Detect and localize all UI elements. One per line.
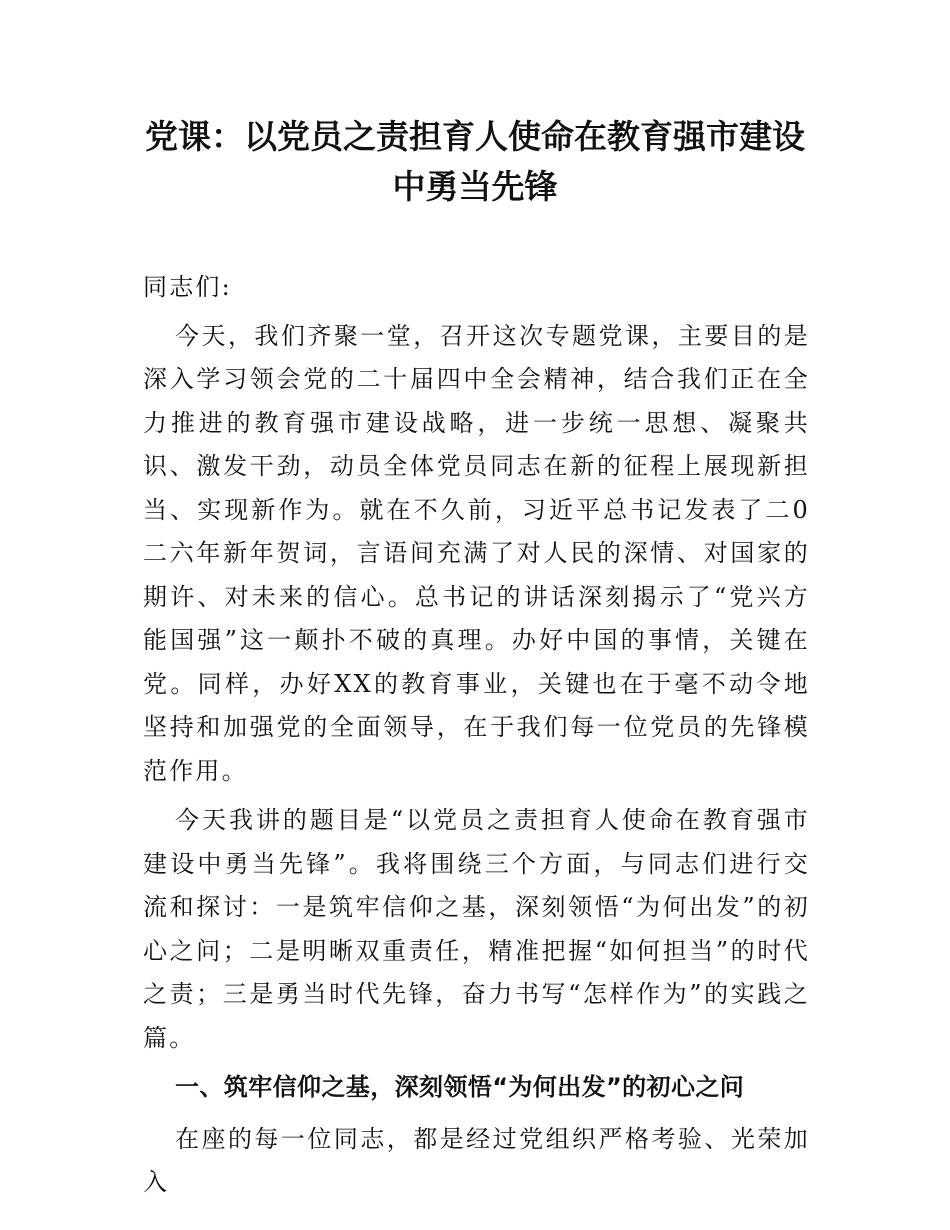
title-line-2: 中勇当先锋 <box>392 167 558 206</box>
paragraph-topic: 今天我讲的题目是“以党员之责担育人使命在教育强市建设中勇当先锋”。我将围绕三个方面，与同志们进行交流和探讨：一是筑牢信仰之基，深刻领悟“为何出发”的初心之问；二是明晰双重责任，精准把握“如何担当”的时代之责；三是勇当时代先锋，奋力书写“怎样作为”的实践之篇。 <box>143 806 810 1052</box>
paragraph-section-1: 在座的每一位同志，都是经过党组织严格考验、光荣加入 <box>143 1124 810 1196</box>
paragraph-intro: 今天，我们齐聚一堂，召开这次专题党课，主要目的是深入学习领会党的二十届四中全会精神，结合我们正在全力推进的教育强市建设战略，进一步统一思想、凝聚共识、激发干劲，动员全体党员同志在新的征程上展现新担当、实现新作为。就在不久前，习近平总书记发表了二0二六年新年贺词，言语间充满了对人民的深情、对国家的期许、对未来的信心。总书记的讲话深刻揭示了“党兴方能国强”这一颠扑不破的真理。办好中国的事情，关键在党。同样，办好XX的教育事业，关键也在于毫不动令地坚持和加强党的全面领导，在于我们每一位党员的先锋模范作用。 <box>143 321 810 785</box>
salutation: 同志们: <box>143 273 232 301</box>
title-line-1: 党课：以党员之责担育人使命在教育强市建设 <box>145 117 805 156</box>
document-body <box>143 266 810 1211</box>
section-heading-1: 一、筑牢信仰之基，深刻领悟“为何出发”的初心之问 <box>175 1073 745 1101</box>
document-title <box>135 112 815 212</box>
